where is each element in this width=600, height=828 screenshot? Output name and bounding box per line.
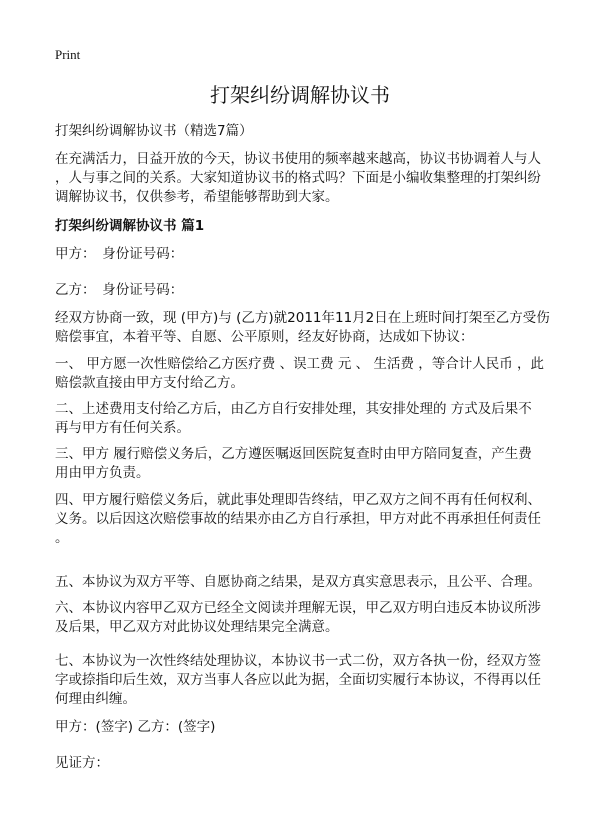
clause-3 bbox=[55, 445, 532, 483]
party-b-line: 乙方： 身份证号码： bbox=[55, 282, 184, 298]
text-line: 四、甲方履行赔偿义务后，就此事处理即告终结，甲乙双方之间不再有任何权利、 bbox=[55, 492, 541, 508]
text-line: 字或捺指印后生效，双方当事人各应以此为据，全面切实履行本协议，不得再以任 bbox=[55, 672, 541, 688]
text-line: 。 bbox=[55, 530, 69, 546]
text-line: 二、上述费用支付给乙方后，由乙方自行安排处理，其安排处理的 方式及后果不 bbox=[55, 401, 532, 417]
clause-1 bbox=[55, 355, 544, 393]
text-line: 六、本协议内容甲乙双方已经全文阅读并理解无误，甲乙双方明白违反本协议所涉 bbox=[55, 600, 541, 616]
text-line: 及后果，甲乙双方对此协议处理结果完全满意。 bbox=[55, 619, 339, 635]
text-line: 赔偿事宜，本着平等、自愿、公平原则，经友好协商，达成如下协议： bbox=[55, 329, 474, 345]
text-line: 七、本协议为一次性终结处理协议，本协议书一式二份，双方各执一份，经双方签 bbox=[55, 653, 541, 669]
party-a-line: 甲方： 身份证号码： bbox=[55, 246, 184, 262]
clause-7 bbox=[55, 652, 541, 709]
witness-line: 见证方： bbox=[55, 755, 109, 771]
text-line: 五、本协议为双方平等、自愿协商之结果，是双方真实意思表示，且公平、合理。 bbox=[55, 574, 541, 590]
clause-6 bbox=[55, 599, 541, 637]
clause-2 bbox=[55, 400, 532, 438]
subtitle: 打架纠纷调解协议书（精选7篇） bbox=[55, 123, 253, 139]
clause-5 bbox=[55, 573, 541, 592]
signature-line: 甲方：(签字) 乙方：(签字) bbox=[55, 719, 216, 735]
preamble-paragraph bbox=[55, 309, 550, 347]
intro-paragraph bbox=[55, 150, 541, 207]
print-link[interactable]: Print bbox=[55, 47, 81, 62]
text-line: 何理由纠缠。 bbox=[55, 691, 136, 707]
text-line: 赔偿款直接由甲方支付给乙方。 bbox=[55, 375, 244, 391]
text-line: 在充满活力，日益开放的今天，协议书使用的频率越来越高，协议书协调着人与人 bbox=[55, 151, 541, 167]
text-line: 一、 甲方愿一次性赔偿给乙方医疗费 、误工费 元 、 生活费 ，等合计人民币 ，此 bbox=[55, 356, 545, 372]
text-line: 三、甲方 履行赔偿义务后，乙方遵医嘱返回医院复查时由甲方陪同复查，产生费 bbox=[55, 446, 532, 462]
text-line: ，人与事之间的关系。大家知道协议书的格式吗？下面是小编收集整理的打架纠纷 bbox=[55, 170, 541, 186]
text-line: 用由甲方负责。 bbox=[55, 465, 150, 481]
text-line: 调解协议书，仅供参考，希望能够帮助到大家。 bbox=[55, 189, 339, 205]
text-line: 再与甲方有任何关系。 bbox=[55, 420, 190, 436]
clause-4 bbox=[55, 491, 541, 548]
text-line: 义务。以后因这次赔偿事故的结果亦由乙方自行承担，甲方对此不再承担任何责任 bbox=[55, 511, 541, 527]
page-title: 打架纠纷调解协议书 bbox=[210, 83, 390, 107]
text-line: 经双方协商一致，现 (甲方)与 (乙方)就2011年11月2日在上班时间打架至乙方受伤 bbox=[55, 310, 550, 326]
section-heading: 打架纠纷调解协议书 篇1 bbox=[55, 218, 205, 234]
